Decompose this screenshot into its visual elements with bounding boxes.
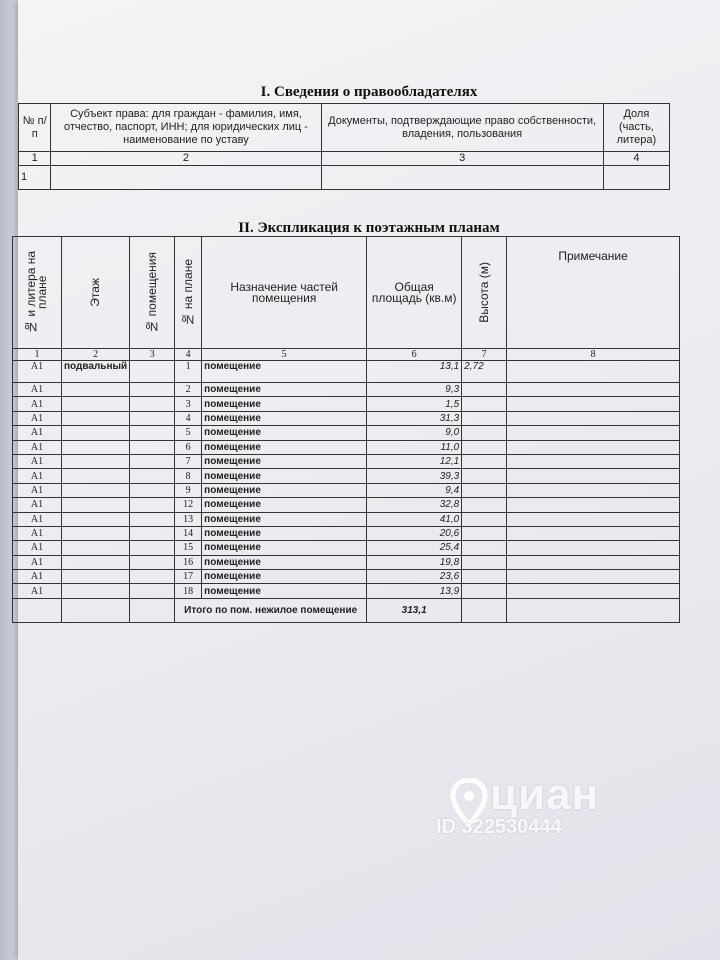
explication-rows xyxy=(13,361,680,599)
section1-title: I. Сведения о правообладателях xyxy=(260,84,478,100)
row-purpose: помещение xyxy=(202,383,367,397)
row-note xyxy=(507,555,680,569)
row-lit: А1 xyxy=(13,440,62,454)
header-area: Общая площадь (кв.м) xyxy=(367,237,462,349)
section2-title: II. Экспликация к поэтажным планам xyxy=(238,220,500,236)
row-height xyxy=(462,440,507,454)
table-row xyxy=(13,498,680,512)
col-number: 3 xyxy=(321,152,603,166)
row-note xyxy=(507,383,680,397)
table-row xyxy=(13,440,680,454)
row-area: 9,0 xyxy=(367,426,462,440)
header-purpose: Назначение частей помещения xyxy=(202,237,367,349)
row-height xyxy=(462,469,507,483)
row-lit: А1 xyxy=(13,426,62,440)
row-purpose: помещение xyxy=(202,397,367,411)
header-num: № п/п xyxy=(19,104,51,152)
row-purpose: помещение xyxy=(202,440,367,454)
table-row xyxy=(13,483,680,497)
row-plan: 14 xyxy=(175,526,202,540)
row-height: 2,72 xyxy=(462,361,507,383)
row-plan: 1 xyxy=(175,361,202,383)
header-room xyxy=(130,237,175,349)
table-row xyxy=(13,541,680,555)
row-note xyxy=(507,570,680,584)
row-purpose: помещение xyxy=(202,555,367,569)
row-plan: 15 xyxy=(175,541,202,555)
row-room xyxy=(130,411,175,425)
row-floor xyxy=(62,526,130,540)
col-number: 6 xyxy=(367,349,462,361)
header-room-text: № помещения xyxy=(144,251,159,334)
row-lit: А1 xyxy=(13,454,62,468)
row-note xyxy=(507,440,680,454)
row-plan: 7 xyxy=(175,454,202,468)
row-plan: 18 xyxy=(175,584,202,598)
table-row xyxy=(13,397,680,411)
row-purpose: помещение xyxy=(202,426,367,440)
row-room xyxy=(130,483,175,497)
row-plan: 12 xyxy=(175,498,202,512)
row-area: 11,0 xyxy=(367,440,462,454)
row-plan: 5 xyxy=(175,426,202,440)
header-subject: Субъект права: для граждан - фамилия, имя, отчество, паспорт, ИНН; для юридических лиц - наименование по уставу xyxy=(51,104,321,152)
row-lit: А1 xyxy=(13,397,62,411)
row-height xyxy=(462,483,507,497)
row-height xyxy=(462,555,507,569)
owner-row-share xyxy=(603,166,669,190)
row-area: 20,6 xyxy=(367,526,462,540)
header-floor-text: Этаж xyxy=(88,278,103,307)
row-lit: А1 xyxy=(13,383,62,397)
row-plan: 6 xyxy=(175,440,202,454)
header-height-text: Высота (м) xyxy=(476,262,491,323)
row-lit: А1 xyxy=(13,570,62,584)
owner-row-documents xyxy=(321,166,603,190)
col-number: 1 xyxy=(19,152,51,166)
row-plan: 8 xyxy=(175,469,202,483)
row-note xyxy=(507,411,680,425)
row-note xyxy=(507,584,680,598)
row-plan: 4 xyxy=(175,411,202,425)
row-floor xyxy=(62,454,130,468)
col-number: 3 xyxy=(130,349,175,361)
row-note xyxy=(507,498,680,512)
row-room xyxy=(130,454,175,468)
row-height xyxy=(462,570,507,584)
row-plan: 16 xyxy=(175,555,202,569)
row-room xyxy=(130,498,175,512)
row-area: 1,5 xyxy=(367,397,462,411)
row-plan: 2 xyxy=(175,383,202,397)
row-area: 31,3 xyxy=(367,411,462,425)
row-area: 12,1 xyxy=(367,454,462,468)
row-room xyxy=(130,541,175,555)
row-floor xyxy=(62,426,130,440)
row-lit: А1 xyxy=(13,411,62,425)
row-height xyxy=(462,426,507,440)
row-lit: А1 xyxy=(13,512,62,526)
row-lit: А1 xyxy=(13,469,62,483)
row-floor xyxy=(62,541,130,555)
row-room xyxy=(130,361,175,383)
table-row xyxy=(13,426,680,440)
row-room xyxy=(130,570,175,584)
row-purpose: помещение xyxy=(202,454,367,468)
row-area: 9,3 xyxy=(367,383,462,397)
row-height xyxy=(462,411,507,425)
col-number: 2 xyxy=(51,152,321,166)
row-floor xyxy=(62,397,130,411)
row-lit: А1 xyxy=(13,584,62,598)
row-purpose: помещение xyxy=(202,541,367,555)
row-purpose: помещение xyxy=(202,483,367,497)
table-row xyxy=(13,512,680,526)
row-room xyxy=(130,440,175,454)
table-row xyxy=(13,584,680,598)
row-note xyxy=(507,397,680,411)
row-height xyxy=(462,454,507,468)
total-blank xyxy=(462,598,507,622)
row-room xyxy=(130,469,175,483)
total-blank xyxy=(13,598,62,622)
owner-row-subject xyxy=(51,166,321,190)
row-purpose: помещение xyxy=(202,584,367,598)
header-floor xyxy=(62,237,130,349)
row-floor xyxy=(62,555,130,569)
row-note xyxy=(507,526,680,540)
table-row xyxy=(13,383,680,397)
row-height xyxy=(462,498,507,512)
col-number: 1 xyxy=(13,349,62,361)
row-room xyxy=(130,383,175,397)
row-note xyxy=(507,512,680,526)
row-lit: А1 xyxy=(13,526,62,540)
row-note xyxy=(507,454,680,468)
owner-row-num: 1 xyxy=(19,166,51,190)
row-plan: 17 xyxy=(175,570,202,584)
table-row xyxy=(13,570,680,584)
total-area: 313,1 xyxy=(367,598,462,622)
row-purpose: помещение xyxy=(202,498,367,512)
row-purpose: помещение xyxy=(202,512,367,526)
col-number: 4 xyxy=(603,152,669,166)
watermark-id: ID 322530444 xyxy=(436,816,562,838)
col-number: 5 xyxy=(202,349,367,361)
total-blank xyxy=(62,598,130,622)
row-height xyxy=(462,541,507,555)
total-blank xyxy=(507,598,680,622)
row-floor xyxy=(62,383,130,397)
row-note xyxy=(507,469,680,483)
header-share: Доля (часть, литера) xyxy=(603,104,669,152)
row-area: 23,6 xyxy=(367,570,462,584)
row-note xyxy=(507,483,680,497)
row-plan: 3 xyxy=(175,397,202,411)
row-purpose: помещение xyxy=(202,469,367,483)
col-number: 8 xyxy=(507,349,680,361)
row-purpose: помещение xyxy=(202,526,367,540)
table-row xyxy=(13,361,680,383)
total-label: Итого по пом. нежилое помещение xyxy=(175,598,367,622)
header-height xyxy=(462,237,507,349)
watermark-brand: циан xyxy=(490,770,600,819)
row-area: 19,8 xyxy=(367,555,462,569)
table-row xyxy=(13,411,680,425)
row-room xyxy=(130,555,175,569)
row-lit: А1 xyxy=(13,498,62,512)
row-height xyxy=(462,397,507,411)
row-room xyxy=(130,584,175,598)
row-floor xyxy=(62,570,130,584)
row-purpose: помещение xyxy=(202,570,367,584)
col-number: 7 xyxy=(462,349,507,361)
row-note xyxy=(507,426,680,440)
header-note: Примечание xyxy=(507,237,680,349)
row-height xyxy=(462,512,507,526)
row-area: 39,3 xyxy=(367,469,462,483)
row-lit: А1 xyxy=(13,555,62,569)
table-row xyxy=(13,469,680,483)
row-floor xyxy=(62,440,130,454)
table-row xyxy=(13,526,680,540)
row-floor xyxy=(62,584,130,598)
row-floor xyxy=(62,498,130,512)
row-purpose: помещение xyxy=(202,411,367,425)
row-height xyxy=(462,383,507,397)
table-row xyxy=(13,555,680,569)
row-lit: А1 xyxy=(13,541,62,555)
total-blank xyxy=(130,598,175,622)
row-lit: А1 xyxy=(13,483,62,497)
row-room xyxy=(130,426,175,440)
explication-table xyxy=(12,236,680,623)
row-area: 13,9 xyxy=(367,584,462,598)
row-area: 25,4 xyxy=(367,541,462,555)
row-height xyxy=(462,584,507,598)
header-plan-text: № на плане xyxy=(180,258,195,327)
row-plan: 13 xyxy=(175,512,202,526)
row-area: 9,4 xyxy=(367,483,462,497)
row-note xyxy=(507,361,680,383)
row-floor xyxy=(62,411,130,425)
row-height xyxy=(462,526,507,540)
row-plan: 9 xyxy=(175,483,202,497)
row-area: 13,1 xyxy=(367,361,462,383)
row-note xyxy=(507,541,680,555)
table-row xyxy=(13,454,680,468)
header-lit-text: № и литера на плане xyxy=(24,250,49,335)
header-documents: Документы, подтверждающие право собственности, владения, пользования xyxy=(321,104,603,152)
row-room xyxy=(130,397,175,411)
row-room xyxy=(130,526,175,540)
owners-table xyxy=(18,103,670,190)
header-plan xyxy=(175,237,202,349)
row-room xyxy=(130,512,175,526)
col-number: 2 xyxy=(62,349,130,361)
row-floor xyxy=(62,469,130,483)
row-floor xyxy=(62,512,130,526)
row-lit: А1 xyxy=(13,361,62,383)
row-area: 41,0 xyxy=(367,512,462,526)
row-area: 32,8 xyxy=(367,498,462,512)
row-floor xyxy=(62,483,130,497)
col-number: 4 xyxy=(175,349,202,361)
header-lit xyxy=(13,237,62,349)
row-purpose: помещение xyxy=(202,361,367,383)
row-floor: подвальный xyxy=(62,361,130,383)
